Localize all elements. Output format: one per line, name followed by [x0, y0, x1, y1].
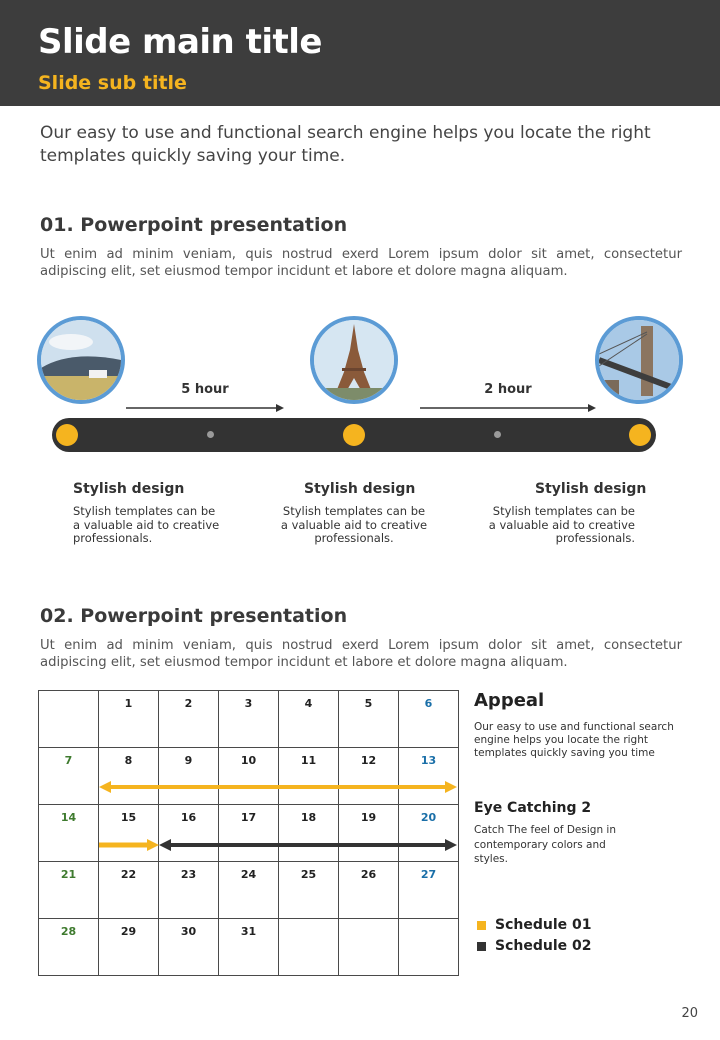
- legend-schedule-02: [477, 938, 591, 954]
- photo-eiffel-tower: [310, 316, 398, 404]
- timeline-marker: [629, 424, 651, 446]
- calendar-cell: 5: [339, 691, 399, 748]
- calendar-row: [39, 919, 459, 976]
- feature-desc-3: Stylish templates can be a valuable aid to creative professionals.: [488, 504, 635, 545]
- legend-swatch-dark: [477, 942, 486, 951]
- timeline-marker: [56, 424, 78, 446]
- legend-schedule-01: [477, 917, 591, 933]
- feature-title-2: Stylish design: [304, 481, 416, 497]
- calendar-cell: 14: [39, 805, 99, 862]
- calendar-cell: 18: [279, 805, 339, 862]
- page-number: 20: [681, 1006, 698, 1021]
- calendar-cell: 16: [159, 805, 219, 862]
- calendar-row: [39, 862, 459, 919]
- calendar-cell: 13: [399, 748, 459, 805]
- arrow-right-icon: [126, 403, 286, 413]
- section1-title: 01. Powerpoint presentation: [40, 214, 348, 236]
- eye-catching-text: Catch The feel of Design in contemporary colors and styles.: [474, 824, 617, 865]
- calendar-cell: 9: [159, 748, 219, 805]
- calendar-cell: 30: [159, 919, 219, 976]
- arrow-right-icon: [420, 403, 598, 413]
- photo-countryside: [37, 316, 125, 404]
- calendar-cell: 1: [99, 691, 159, 748]
- calendar-cell: 22: [99, 862, 159, 919]
- intro-text: Our easy to use and functional search engine helps you locate the right templates quickly saving your time.: [40, 123, 651, 166]
- calendar-cell: 6: [399, 691, 459, 748]
- calendar-cell: 23: [159, 862, 219, 919]
- appeal-heading: Appeal: [474, 690, 545, 711]
- header-banner: [0, 0, 720, 106]
- timeline-track: [52, 418, 656, 452]
- calendar-cell: 11: [279, 748, 339, 805]
- feature-title-3: Stylish design: [535, 481, 647, 497]
- calendar-cell: [339, 919, 399, 976]
- calendar-cell: 12: [339, 748, 399, 805]
- calendar-cell: 8: [99, 748, 159, 805]
- calendar-cell: 20: [399, 805, 459, 862]
- calendar-cell: [279, 919, 339, 976]
- legend-label: Schedule 02: [495, 938, 592, 954]
- page-subtitle: Slide sub title: [38, 72, 187, 94]
- calendar-cell: 7: [39, 748, 99, 805]
- duration-label-1: 5 hour: [181, 382, 229, 397]
- page-title: Slide main title: [38, 22, 322, 62]
- appeal-text: Our easy to use and functional search engine helps you locate the right templates quickly saving you time: [474, 721, 674, 759]
- calendar-cell: 15: [99, 805, 159, 862]
- calendar-cell: 31: [219, 919, 279, 976]
- feature-desc-2: Stylish templates can be a valuable aid to creative professionals.: [280, 504, 428, 545]
- section2-body: Ut enim ad minim veniam, quis nostrud exerd Lorem ipsum dolor sit amet, consectetur adipiscing elit, set eiusmod tempor incidunt et labore et dolore magna aliquam.: [40, 638, 682, 670]
- calendar-cell: 29: [99, 919, 159, 976]
- calendar-cell: 24: [219, 862, 279, 919]
- timeline-dot: [207, 431, 214, 438]
- calendar-cell: 10: [219, 748, 279, 805]
- photo-bridge: [595, 316, 683, 404]
- calendar-cell: 26: [339, 862, 399, 919]
- feature-title-1: Stylish design: [73, 481, 185, 497]
- calendar-cell: 3: [219, 691, 279, 748]
- calendar-cell: [39, 691, 99, 748]
- calendar-cell: 21: [39, 862, 99, 919]
- calendar-cell: 27: [399, 862, 459, 919]
- calendar-cell: 2: [159, 691, 219, 748]
- schedule-01-bar-week3: [99, 838, 161, 852]
- calendar-cell: 28: [39, 919, 99, 976]
- legend-swatch-yellow: [477, 921, 486, 930]
- timeline-dot: [494, 431, 501, 438]
- calendar-cell: 19: [339, 805, 399, 862]
- calendar-row: [39, 691, 459, 748]
- calendar-cell: 17: [219, 805, 279, 862]
- section2-title: 02. Powerpoint presentation: [40, 605, 348, 627]
- calendar-cell: 25: [279, 862, 339, 919]
- eye-catching-heading: Eye Catching 2: [474, 800, 592, 816]
- schedule-01-bar-week2: [99, 780, 459, 794]
- calendar-cell: [399, 919, 459, 976]
- calendar-grid: [38, 690, 459, 976]
- section1-body: Ut enim ad minim veniam, quis nostrud exerd Lorem ipsum dolor sit amet, consectetur adipiscing elit, set eiusmod tempor incidunt et labore et dolore magna aliquam.: [40, 247, 682, 279]
- calendar-row: [39, 805, 459, 862]
- schedule-02-bar-week3: [159, 838, 459, 852]
- duration-label-2: 2 hour: [484, 382, 532, 397]
- timeline-marker: [343, 424, 365, 446]
- calendar-row: [39, 748, 459, 805]
- legend-label: Schedule 01: [495, 917, 592, 933]
- calendar-cell: 4: [279, 691, 339, 748]
- feature-desc-1: Stylish templates can be a valuable aid to creative professionals.: [73, 504, 220, 545]
